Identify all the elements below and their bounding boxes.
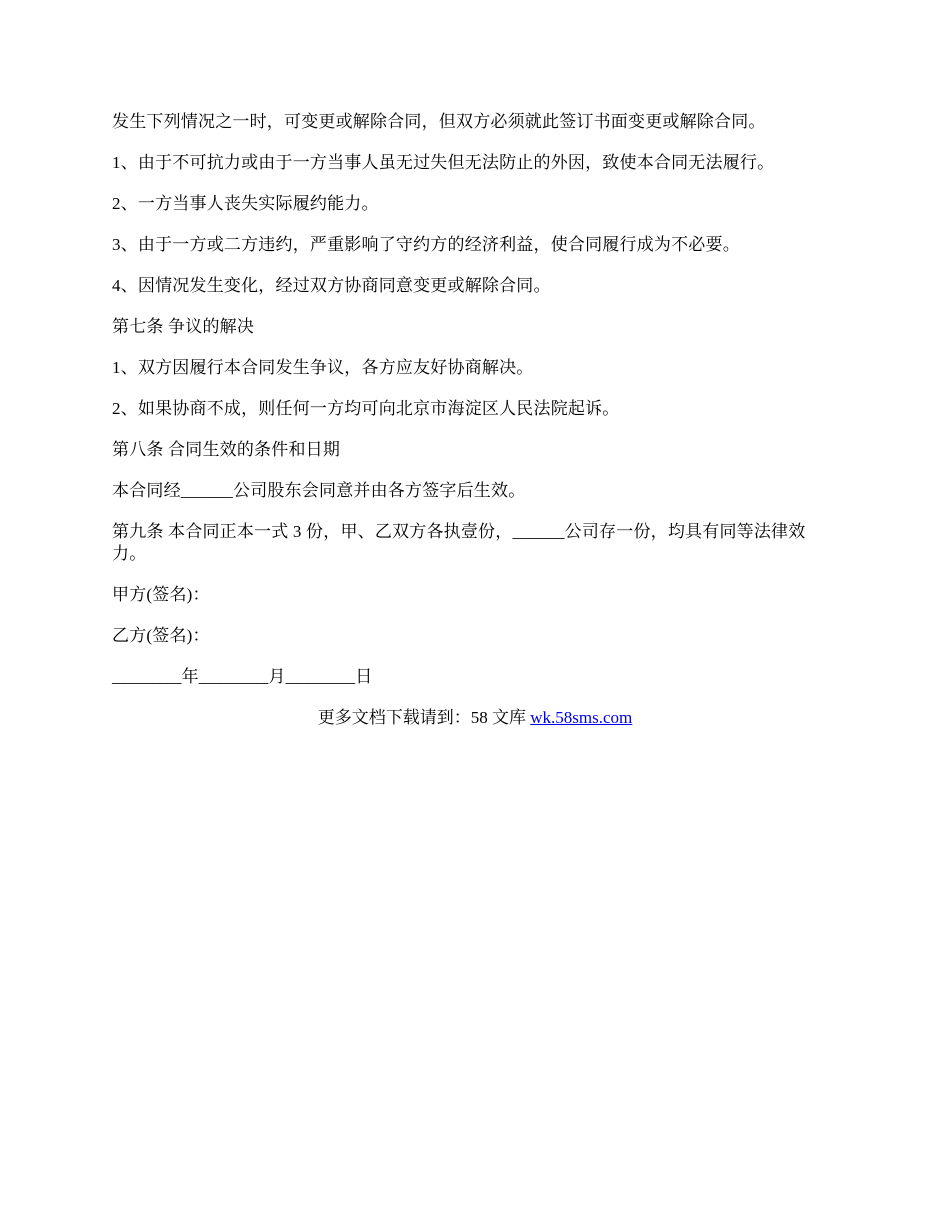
paragraph-breach: 3、由于一方或二方违约，严重影响了守约方的经济利益，使合同履行成为不必要。 — [112, 235, 740, 254]
party-b-signature: 乙方(签名)： — [112, 626, 210, 645]
paragraph-effective-conditions: 本合同经______公司股东会同意并由各方签字后生效。 — [112, 481, 526, 500]
article-eight-heading: 第八条 合同生效的条件和日期 — [112, 440, 341, 459]
paragraph-change-of-circumstances: 4、因情况发生变化，经过双方协商同意变更或解除合同。 — [112, 276, 551, 295]
article-nine-copies: 第九条 本合同正本一式 3 份，甲、乙双方各执壹份，______公司存一份，均具有同等法律效力。 — [112, 522, 806, 563]
party-a-signature: 甲方(签名)： — [112, 585, 210, 604]
document-body — [112, 111, 830, 707]
paragraph-dispute-court: 2、如果协商不成，则任何一方均可向北京市海淀区人民法院起诉。 — [112, 399, 620, 418]
footer-link[interactable]: wk.58sms.com — [530, 708, 633, 727]
date-line: ________年________月________日 — [112, 667, 373, 686]
paragraph-force-majeure: 1、由于不可抗力或由于一方当事人虽无过失但无法防止的外因，致使本合同无法履行。 — [112, 153, 775, 172]
download-footer — [0, 706, 950, 730]
footer-text: 更多文档下载请到：58 文库 — [317, 708, 531, 727]
paragraph-loss-of-capacity: 2、一方当事人丧失实际履约能力。 — [112, 194, 379, 213]
paragraph-dispute-negotiation: 1、双方因履行本合同发生争议，各方应友好协商解决。 — [112, 358, 534, 377]
paragraph-modification-conditions: 发生下列情况之一时，可变更或解除合同，但双方必须就此签订书面变更或解除合同。 — [112, 112, 766, 131]
article-seven-heading: 第七条 争议的解决 — [112, 317, 255, 336]
